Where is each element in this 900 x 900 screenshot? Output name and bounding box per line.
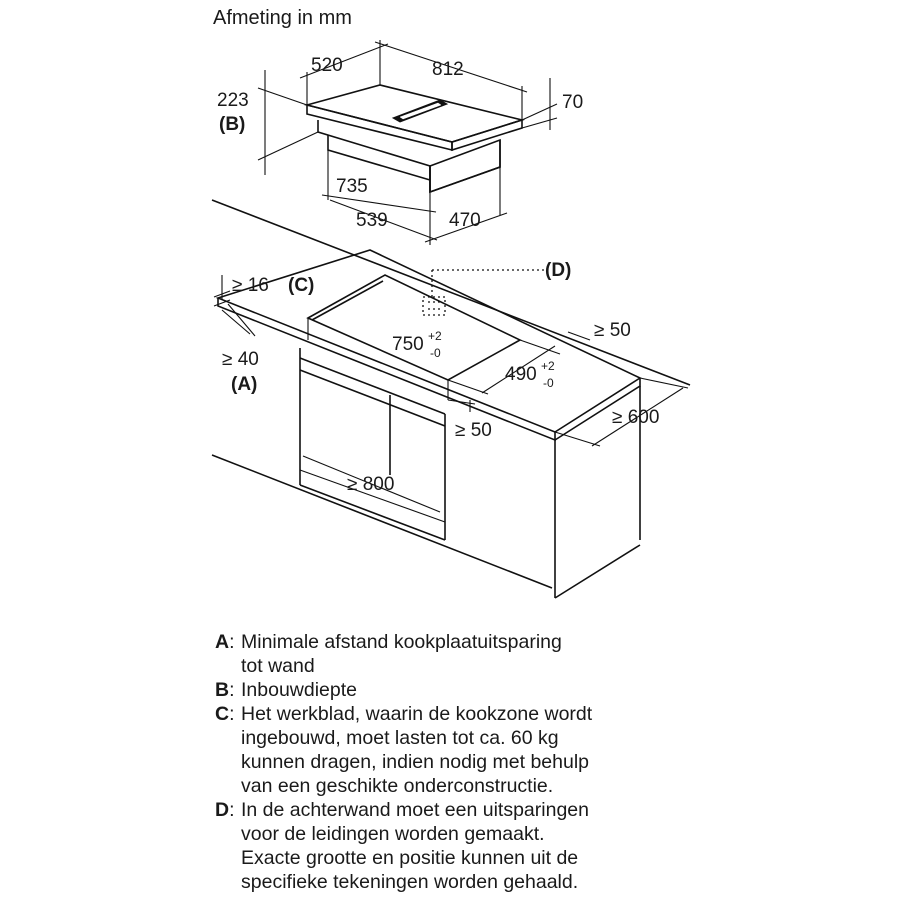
front-clearance-label: ≥ 50: [455, 420, 492, 441]
worktop-depth-label: ≥ 600: [612, 407, 660, 428]
rear-clearance-label: ≥ 50: [594, 320, 631, 341]
hob-body-width-label: 735: [336, 176, 368, 197]
legend-key: D:: [215, 799, 235, 821]
diagram-title: Afmeting in mm: [213, 7, 352, 29]
legend-text: In de achterwand moet een uitsparingen voor de leidingen worden gemaakt. Exacte grootte en positie kunnen uit de specifieke tekeningen worden gehaald.: [241, 799, 589, 893]
cutout-width-label: 750: [392, 334, 424, 355]
cutout-depth-tol-plus: +2: [541, 359, 555, 373]
legend-key: C:: [215, 703, 235, 725]
legend-item-b: [215, 678, 875, 702]
hob-depth-label: 520: [311, 55, 343, 76]
legend-key: B:: [215, 679, 235, 701]
wall-distance-ref: (A): [231, 374, 258, 395]
wall-opening-label: (D): [545, 260, 572, 281]
legend-text: Minimale afstand kookplaatuitsparing tot wand: [241, 631, 562, 677]
hob-height-label: 223: [217, 90, 249, 111]
legend-item-a: [215, 630, 875, 678]
hob-height-ref: (B): [219, 114, 246, 135]
legend-text: Inbouwdiepte: [241, 679, 358, 701]
hob-width-label: 812: [432, 59, 464, 80]
legend-item-d: [215, 798, 875, 894]
worktop-drawing: [212, 200, 690, 598]
cutout-width-tol-minus: -0: [430, 346, 441, 360]
wall-distance-label: ≥ 40: [222, 349, 259, 370]
worktop-thickness-label: ≥ 16: [232, 275, 269, 296]
legend-item-c: [215, 702, 875, 798]
legend: [215, 630, 875, 894]
legend-key: A:: [215, 631, 235, 653]
hob-body-depth-side-label: 470: [449, 210, 481, 231]
cutout-depth-label: 490: [505, 364, 537, 385]
cutout-depth-tol-minus: -0: [543, 376, 554, 390]
hob-body-depth-front-label: 539: [356, 210, 388, 231]
legend-text: Het werkblad, waarin de kookzone wordt ingebouwd, moet lasten tot ca. 60 kg kunnen dragen, indien nodig met behulp van een geschikte onderconstructie.: [241, 703, 593, 797]
cutout-width-tol-plus: +2: [428, 329, 442, 343]
hob-thickness-label: 70: [562, 92, 584, 113]
worktop-thickness-ref: (C): [288, 275, 315, 296]
cabinet-width-label: ≥ 800: [347, 474, 395, 495]
hob-dimensions: [258, 40, 557, 245]
